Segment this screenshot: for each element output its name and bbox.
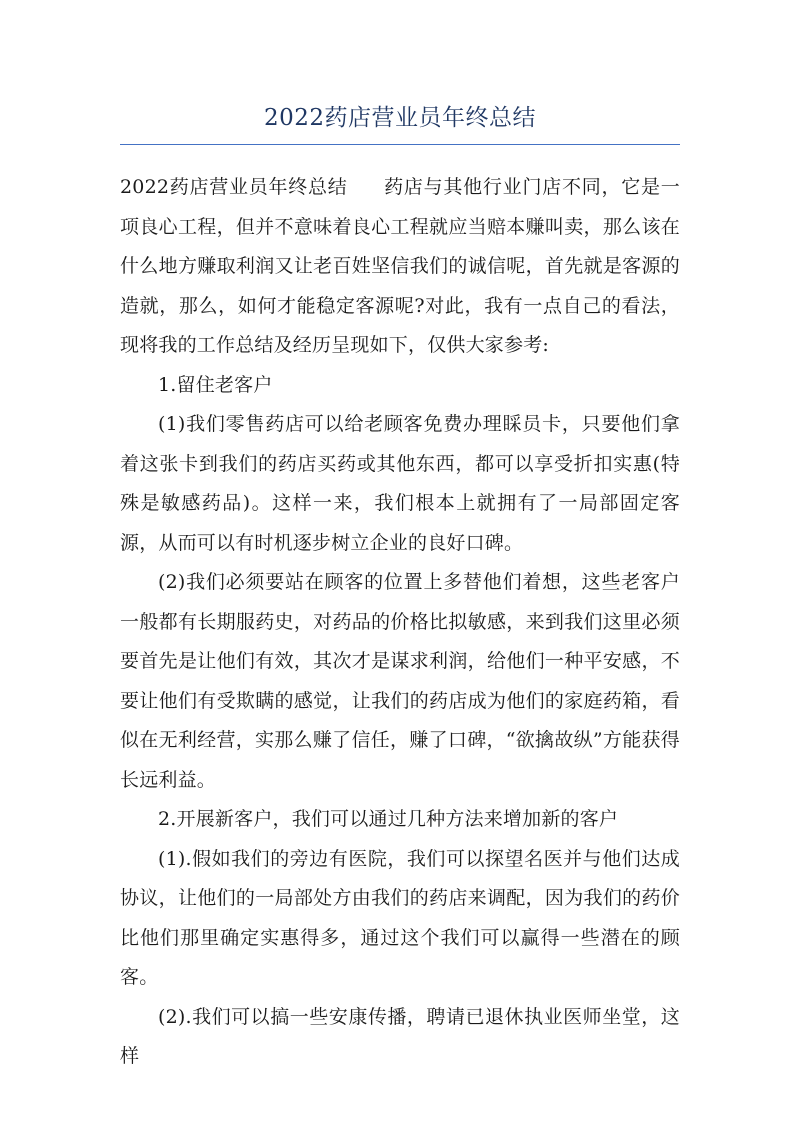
paragraph-customer-perspective: (2)我们必须要站在顾客的位置上多替他们着想，这些老客户一般都有长期服药史，对药品的价格比拟敏感，来到我们这里必须要首先是让他们有效，其次才是谋求利润，给他们一种平安感，不要让他们有受欺瞒的感觉，让我们的药店成为他们的家庭药箱，看似在无利经营，实那么赚了信任，赚了口碑，“欲擒故纵”方能获得长远利益。 — [120, 571, 680, 791]
title-divider — [120, 144, 680, 145]
paragraph-health-promotion: (2).我们可以搞一些安康传播，聘请已退休执业医师坐堂，这样 — [120, 1005, 680, 1067]
section-heading-new-customers: 2.开展新客户，我们可以通过几种方法来增加新的客户 — [158, 808, 619, 830]
intro-paragraph — [120, 168, 680, 366]
paragraph-hospital-cooperation: (1).假如我们的旁边有医院，我们可以探望名医并与他们达成协议，让他们的一局部处方由我们的药店来调配，因为我们的药价比他们那里确定实惠得多，通过这个我们可以赢得一些潜在的顾客。 — [120, 847, 680, 988]
document-body — [120, 168, 680, 1077]
paragraph-membership-card: (1)我们零售药店可以给老顾客免费办理睬员卡，只要他们拿着这张卡到我们的药店买药或其他东西，都可以享受折扣实惠(特殊是敏感药品)。这样一来，我们根本上就拥有了一局部固定客源，从而可以有时机逐步树立企业的良好口碑。 — [120, 413, 680, 554]
intro-lead: 2022药店营业员年终总结 — [120, 176, 348, 198]
document-title: 2022药店营业员年终总结 — [263, 105, 537, 131]
intro-text: 药店与其他行业门店不同，它是一项良心工程，但并不意味着良心工程就应当赔本赚叫卖，那么该在什么地方赚取利润又让老百姓坚信我们的诚信呢，首先就是客源的造就，那么，如何才能稳定客源呢?对此，我有一点自己的看法，现将我的工作总结及经历呈现如下，仅供大家参考: — [120, 176, 680, 356]
section-heading-retain-customers: 1.留住老客户 — [158, 373, 273, 396]
